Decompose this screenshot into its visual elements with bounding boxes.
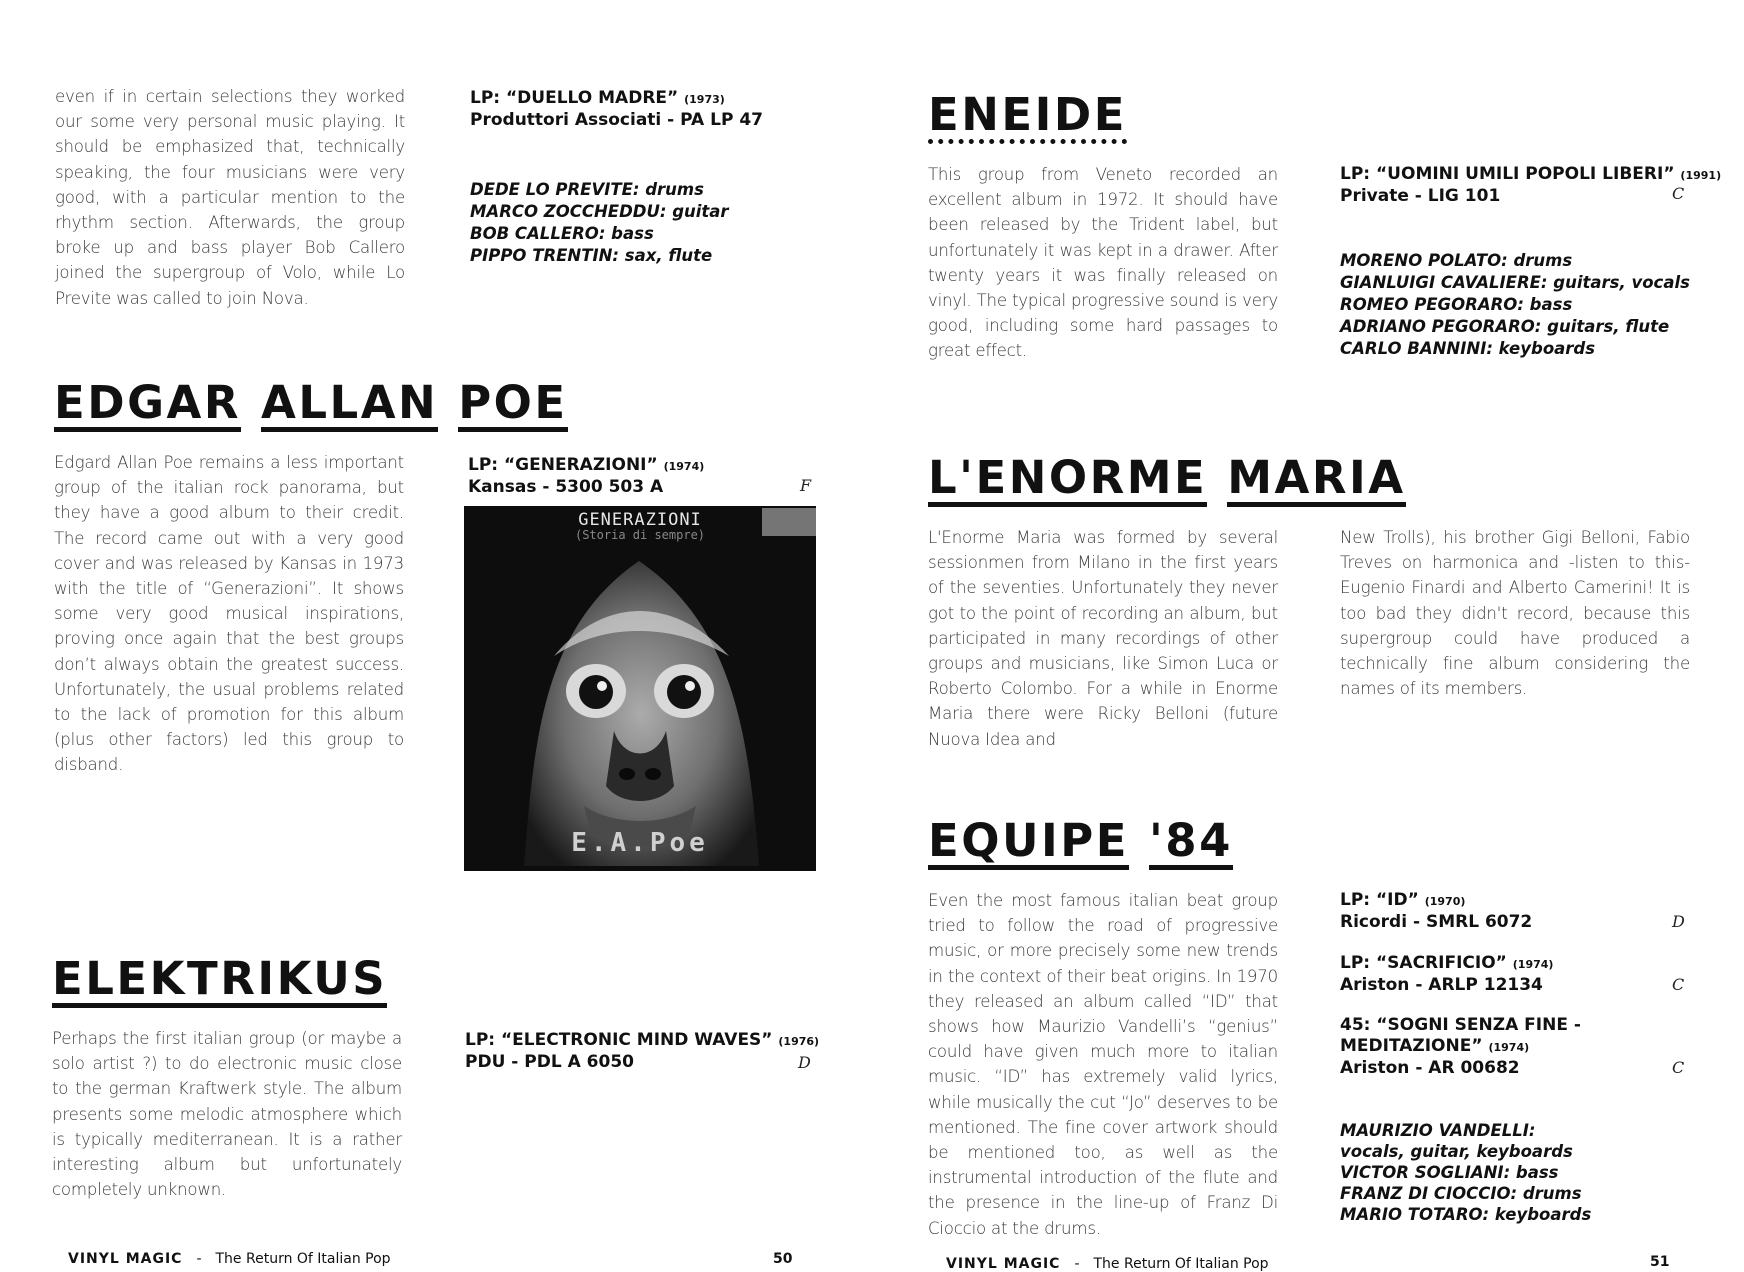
equipe84-release-3	[1340, 1015, 1581, 1079]
section-heading-poe	[54, 376, 588, 432]
member-line: PIPPO TRENTIN: sax, flute	[470, 246, 713, 265]
eneide-members	[1340, 250, 1690, 360]
member-line: GIANLUIGI CAVALIERE: guitars, vocals	[1340, 273, 1690, 292]
cover-title: GENERAZIONI	[578, 510, 702, 530]
eneide-text: This group from Veneto recorded an excellent album in 1972. It should have been released by the Trident label, but unfortunately it was kept in a drawer. After twenty years it was finally released on vinyl. The typical progressive sound is very good, including some hard passages to great effect.	[928, 165, 1278, 361]
lp-title: LP: “GENERAZIONI”	[468, 455, 658, 475]
section-heading-enorme-maria	[928, 451, 1426, 507]
section-heading-elektrikus	[52, 952, 407, 1008]
section-heading-eneide	[928, 88, 1147, 144]
footer-subtitle: The Return Of Italian Pop	[215, 1251, 391, 1267]
member-line: vocals, guitar, keyboards	[1340, 1142, 1573, 1161]
enorme-maria-text-col1: L'Enorme Maria was formed by several sessionmen from Milano in the first years of the seventies. Unfortunately they never got to the point of recording an album, but participated in many recordings of other groups and musicians, like Simon Luca or Roberto Colombo. For a while in Enorme Maria there were Ricky Belloni (future Nuova Idea and	[928, 528, 1278, 749]
poe-rating: F	[800, 476, 812, 495]
lp-label: Ricordi - SMRL 6072	[1340, 912, 1533, 932]
footer-brand: VINYL MAGIC	[68, 1251, 183, 1267]
member-line: MARCO ZOCCHEDDU: guitar	[470, 202, 729, 221]
lp-label: Produttori Associati - PA LP 47	[470, 110, 763, 130]
lp-label: Private - LIG 101	[1340, 186, 1501, 206]
member-line: MARIO TOTARO: keyboards	[1340, 1205, 1592, 1224]
heading-word: MARIA	[1227, 455, 1405, 507]
release-2-rating: C	[1672, 975, 1685, 994]
heading-word: '84	[1149, 818, 1233, 870]
elektrikus-rating: D	[798, 1053, 811, 1072]
heading-word: EDGAR	[54, 380, 241, 432]
heading-word: ENEIDE	[928, 92, 1127, 144]
lp-title: 45: “SOGNI SENZA FINE -	[1340, 1015, 1581, 1035]
lp-title: LP: “DUELLO MADRE”	[470, 88, 679, 108]
section-heading-equipe-84	[928, 814, 1253, 870]
enorme-maria-text-col2: New Trolls), his brother Gigi Belloni, Fabio Treves on harmonica and -listen to this- Eugenio Finardi and Alberto Camerini! It is too bad they didn't record, because this supergroup could have produced a technically fine album considering the names of its members.	[1340, 528, 1690, 699]
member-line: ADRIANO PEGORARO: guitars, flute	[1340, 317, 1670, 336]
member-line: BOB CALLERO: bass	[470, 224, 654, 243]
member-line: MAURIZIO VANDELLI:	[1340, 1121, 1536, 1140]
member-line: MORENO POLATO: drums	[1340, 251, 1573, 270]
intro-members	[470, 179, 729, 267]
album-cover-generazioni	[464, 506, 816, 871]
member-line: DEDE LO PREVITE: drums	[470, 180, 704, 199]
lp-title-cont: MEDITAZIONE”	[1340, 1036, 1483, 1056]
lp-year: (1991)	[1680, 169, 1722, 182]
poe-text: Edgard Allan Poe remains a less important group of the italian rock panorama, but they have a good album to their credit. The record came out with a very good cover and was released by Kansas in 1973 with the title of “Generazioni”. It shows some very good musical inspirations, proving once again that the best groups don’t always obtain the greatest success. Unfortunately, the usual problems related to the lack of promotion for this album (plus other factors) led this group to disband.	[54, 453, 404, 775]
lp-year: (1974)	[663, 460, 705, 473]
heading-word: ALLAN	[261, 380, 438, 432]
poe-lp	[468, 455, 704, 498]
lp-title: LP: “SACRIFICIO”	[1340, 953, 1507, 973]
lp-label: Ariston - AR 00682	[1340, 1058, 1520, 1078]
lp-title: LP: “ID”	[1340, 890, 1419, 910]
release-3-rating: C	[1672, 1058, 1685, 1077]
eneide-lp	[1340, 164, 1721, 207]
page-number-right: 51	[1650, 1254, 1670, 1270]
member-line: CARLO BANNINI: keyboards	[1340, 339, 1596, 358]
equipe84-release-2	[1340, 953, 1553, 996]
lp-title: LP: “ELECTRONIC MIND WAVES”	[465, 1030, 773, 1050]
heading-word: POE	[458, 380, 567, 432]
lp-label: Kansas - 5300 503 A	[468, 477, 664, 497]
intro-lp	[470, 88, 763, 131]
footer-subtitle: The Return Of Italian Pop	[1093, 1256, 1269, 1272]
footer-separator: -	[1074, 1256, 1080, 1272]
heading-word: ELEKTRIKUS	[52, 956, 387, 1008]
lp-year: (1974)	[1488, 1041, 1530, 1054]
lp-year: (1970)	[1424, 895, 1466, 908]
member-line: FRANZ DI CIOCCIO: drums	[1340, 1184, 1582, 1203]
lp-label: Ariston - ARLP 12134	[1340, 975, 1543, 995]
intro-text: even if in certain selections they worked our some very personal music playing. It should be emphasized that, technically speaking, the four musicians were very good, with a particular mention to the rhythm section. Afterwards, the group broke up and bass player Bob Callero joined the supergroup of Volo, while Lo Previte was called to join Nova.	[55, 87, 405, 308]
page-number-left: 50	[773, 1251, 793, 1267]
lp-label: PDU - PDL A 6050	[465, 1052, 634, 1072]
footer-separator: -	[196, 1251, 202, 1267]
right-footer	[946, 1256, 1269, 1272]
monkey-face-image	[464, 506, 816, 871]
heading-word: EQUIPE	[928, 818, 1129, 870]
lp-year: (1976)	[778, 1035, 820, 1048]
heading-word: L'ENORME	[928, 455, 1207, 507]
member-line: VICTOR SOGLIANI: bass	[1340, 1163, 1559, 1182]
left-footer	[68, 1251, 391, 1267]
elektrikus-text: Perhaps the first italian group (or maybe a solo artist ?) to do electronic music close to the german Kraftwerk style. The album presents some melodic atmosphere which is typically mediterranean. It is a rather interesting album but unfortunately completely unknown.	[52, 1029, 402, 1200]
lp-year: (1973)	[684, 93, 725, 106]
equipe84-members	[1340, 1120, 1591, 1225]
footer-brand: VINYL MAGIC	[946, 1256, 1061, 1272]
cover-subtitle: (Storia di sempre)	[574, 528, 706, 542]
equipe84-release-1	[1340, 890, 1532, 933]
member-line: ROMEO PEGORARO: bass	[1340, 295, 1573, 314]
release-1-rating: D	[1672, 912, 1685, 931]
lp-title: LP: “UOMINI UMILI POPOLI LIBERI”	[1340, 164, 1675, 184]
elektrikus-lp	[465, 1030, 819, 1073]
eneide-rating: C	[1672, 184, 1685, 203]
lp-year: (1974)	[1512, 958, 1554, 971]
cover-logo: E.A.Poe	[571, 828, 709, 858]
equipe84-text: Even the most famous italian beat group tried to follow the road of progressive music, or more precisely some new trends in the context of their beat origins. In 1970 they released an album called “ID” that shows how Maurizio Vandelli’s “genius” could have given much more to italian music. “ID” has extremely valid lyrics, while musically the cut “Jo” deserves to be mentioned. The fine cover artwork should be mentioned too, as well as the instrumental introduction of the flute and the presence in the line-up of Franz Di Cioccio at the drums.	[928, 891, 1278, 1238]
